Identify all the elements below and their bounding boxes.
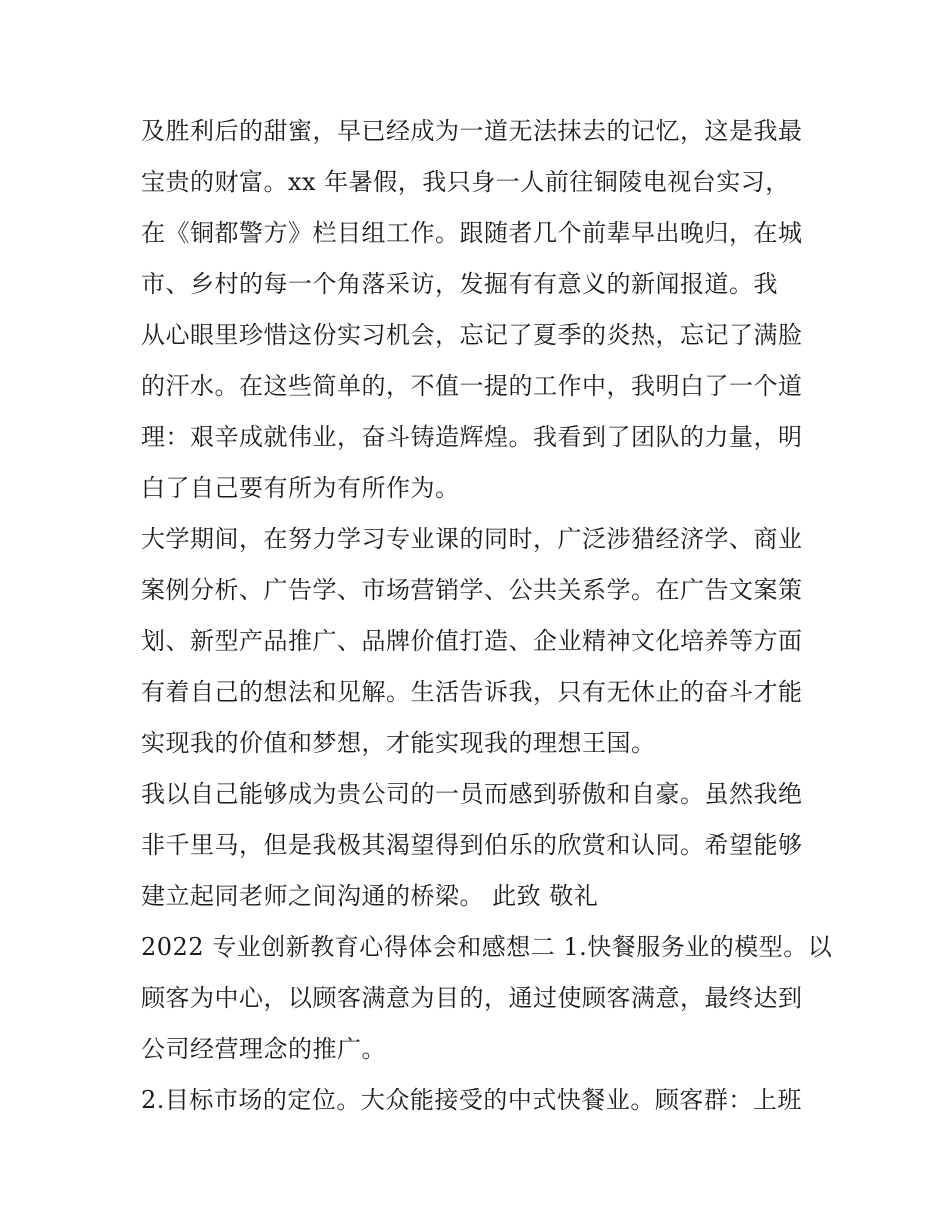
text-line: 2022 专业创新教育心得体会和感想二 1.快餐服务业的模型。以 [141, 933, 833, 961]
document-body [141, 106, 831, 1126]
text-line: 有着自己的想法和见解。生活告诉我，只有无休止的奋斗才能 [141, 678, 803, 706]
text-line: 顾客为中心，以顾客满意为目的，通过使顾客满意，最终达到 [141, 984, 803, 1012]
text-line: 2.目标市场的定位。大众能接受的中式快餐业。顾客群：上班 [141, 1086, 802, 1114]
text-line: 案例分析、广告学、市场营销学、公共关系学。在广告文案策 [141, 576, 803, 604]
text-line: 公司经营理念的推广。 [141, 1035, 386, 1063]
text-line: 市、乡村的每一个角落采访，发掘有有意义的新闻报道。我 [141, 270, 778, 298]
text-line: 我以自己能够成为贵公司的一员而感到骄傲和自豪。虽然我绝 [141, 780, 803, 808]
text-line: 白了自己要有所为有所作为。 [141, 474, 460, 502]
text-line: 及胜利后的甜蜜，早已经成为一道无法抹去的记忆，这是我最 [141, 117, 803, 145]
text-line: 的汗水。在这些简单的，不值一提的工作中，我明白了一个道 [141, 372, 803, 400]
text-line: 在《铜都警方》栏目组工作。跟随者几个前辈早出晚归，在城 [141, 219, 803, 247]
text-line: 从心眼里珍惜这份实习机会，忘记了夏季的炎热，忘记了满脸 [141, 321, 803, 349]
text-line: 建立起同老师之间沟通的桥梁。 此致 敬礼 [141, 882, 599, 910]
text-line: 实现我的价值和梦想，才能实现我的理想王国。 [141, 729, 656, 757]
text-line: 非千里马，但是我极其渴望得到伯乐的欣赏和认同。希望能够 [141, 831, 803, 859]
text-line: 划、新型产品推广、品牌价值打造、企业精神文化培养等方面 [141, 627, 803, 655]
text-line: 理：艰辛成就伟业，奋斗铸造辉煌。我看到了团队的力量，明 [141, 423, 803, 451]
text-line: 大学期间，在努力学习专业课的同时，广泛涉猎经济学、商业 [141, 525, 803, 553]
text-line: 宝贵的财富。xx 年暑假，我只身一人前往铜陵电视台实习， [141, 168, 790, 196]
